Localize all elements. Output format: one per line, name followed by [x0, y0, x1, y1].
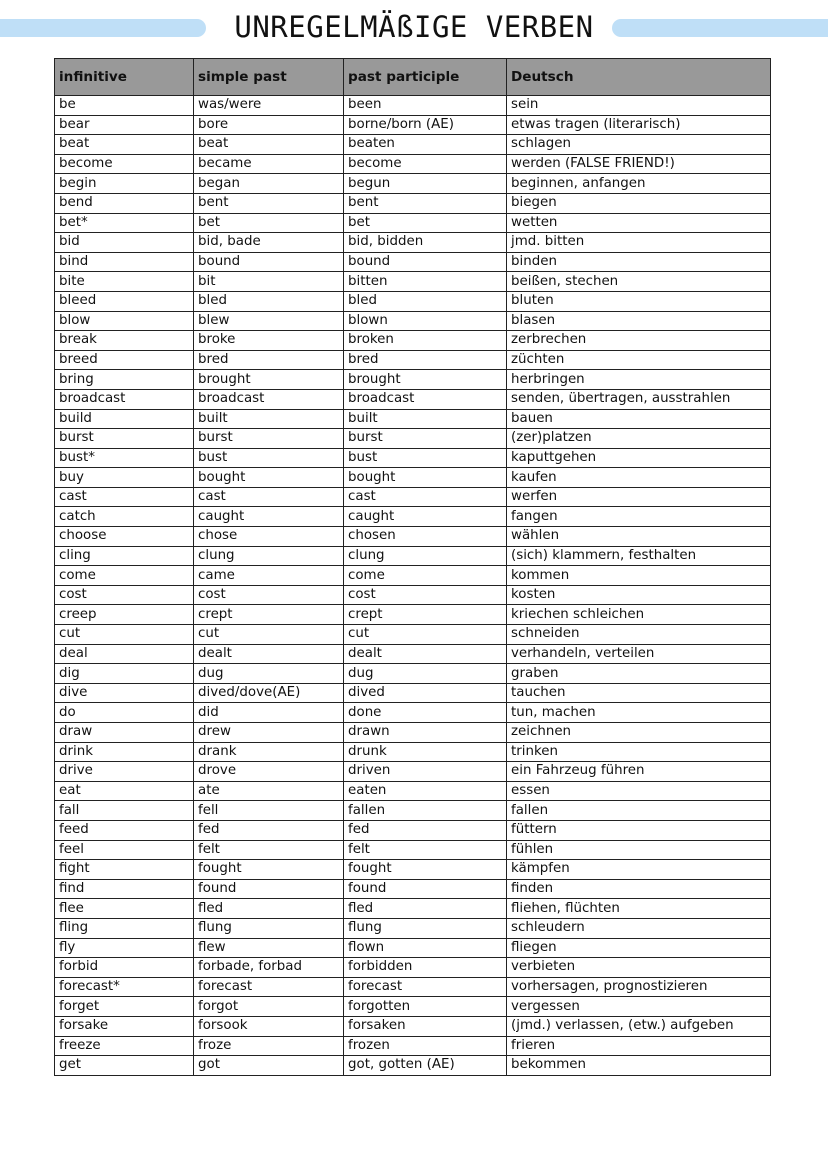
table-row — [55, 801, 771, 821]
cell-deutsch: zeichnen — [507, 723, 771, 743]
cell-past-participle: become — [344, 154, 507, 174]
cell-simple-past: did — [194, 703, 344, 723]
cell-simple-past: chose — [194, 527, 344, 547]
table-row — [55, 723, 771, 743]
cell-simple-past: bore — [194, 115, 344, 135]
cell-deutsch: essen — [507, 781, 771, 801]
cell-simple-past: drew — [194, 723, 344, 743]
cell-simple-past: dealt — [194, 644, 344, 664]
cell-infinitive: blow — [55, 311, 194, 331]
table-row — [55, 997, 771, 1017]
cell-past-participle: frozen — [344, 1036, 507, 1056]
cell-infinitive: catch — [55, 507, 194, 527]
cell-infinitive: dig — [55, 664, 194, 684]
cell-past-participle: done — [344, 703, 507, 723]
cell-simple-past: caught — [194, 507, 344, 527]
cell-simple-past: bust — [194, 448, 344, 468]
cell-deutsch: (zer)platzen — [507, 429, 771, 449]
table-row — [55, 781, 771, 801]
cell-past-participle: flown — [344, 938, 507, 958]
cell-infinitive: bring — [55, 370, 194, 390]
cell-infinitive: burst — [55, 429, 194, 449]
cell-past-participle: fought — [344, 860, 507, 880]
table-row — [55, 370, 771, 390]
cell-deutsch: trinken — [507, 742, 771, 762]
cell-infinitive: fly — [55, 938, 194, 958]
cell-infinitive: begin — [55, 174, 194, 194]
cell-simple-past: fed — [194, 820, 344, 840]
cell-deutsch: vergessen — [507, 997, 771, 1017]
cell-deutsch: werden (FALSE FRIEND!) — [507, 154, 771, 174]
cell-simple-past: flew — [194, 938, 344, 958]
cell-simple-past: bent — [194, 193, 344, 213]
cell-deutsch: sein — [507, 96, 771, 116]
cell-past-participle: drawn — [344, 723, 507, 743]
cell-past-participle: cut — [344, 625, 507, 645]
cell-simple-past: froze — [194, 1036, 344, 1056]
cell-deutsch: bluten — [507, 291, 771, 311]
cell-infinitive: drive — [55, 762, 194, 782]
cell-deutsch: bekommen — [507, 1056, 771, 1076]
cell-deutsch: füttern — [507, 820, 771, 840]
table-row — [55, 272, 771, 292]
cell-past-participle: bred — [344, 350, 507, 370]
cell-simple-past: dived/dove(AE) — [194, 683, 344, 703]
cell-simple-past: bled — [194, 291, 344, 311]
cell-deutsch: jmd. bitten — [507, 233, 771, 253]
cell-past-participle: dived — [344, 683, 507, 703]
table-row — [55, 860, 771, 880]
cell-infinitive: bust* — [55, 448, 194, 468]
cell-deutsch: tun, machen — [507, 703, 771, 723]
table-row — [55, 487, 771, 507]
table-row — [55, 958, 771, 978]
cell-past-participle: borne/born (AE) — [344, 115, 507, 135]
cell-past-participle: dug — [344, 664, 507, 684]
table-row — [55, 977, 771, 997]
cell-simple-past: drank — [194, 742, 344, 762]
table-row — [55, 840, 771, 860]
cell-past-participle: built — [344, 409, 507, 429]
table-row — [55, 566, 771, 586]
cell-simple-past: was/were — [194, 96, 344, 116]
cell-past-participle: bet — [344, 213, 507, 233]
table-row — [55, 429, 771, 449]
cell-past-participle: bent — [344, 193, 507, 213]
cell-deutsch: verhandeln, verteilen — [507, 644, 771, 664]
cell-past-participle: caught — [344, 507, 507, 527]
cell-infinitive: dive — [55, 683, 194, 703]
table-row — [55, 350, 771, 370]
table-row — [55, 664, 771, 684]
cell-infinitive: drink — [55, 742, 194, 762]
table-row — [55, 644, 771, 664]
cell-past-participle: cast — [344, 487, 507, 507]
table-row — [55, 311, 771, 331]
cell-simple-past: forsook — [194, 1016, 344, 1036]
cell-simple-past: bound — [194, 252, 344, 272]
cell-simple-past: bit — [194, 272, 344, 292]
header-deutsch: Deutsch — [507, 59, 771, 96]
cell-deutsch: beißen, stechen — [507, 272, 771, 292]
cell-past-participle: eaten — [344, 781, 507, 801]
cell-simple-past: forbade, forbad — [194, 958, 344, 978]
header-infinitive: infinitive — [55, 59, 194, 96]
table-row — [55, 605, 771, 625]
cell-infinitive: bear — [55, 115, 194, 135]
table-row — [55, 1016, 771, 1036]
cell-past-participle: flung — [344, 918, 507, 938]
cell-past-participle: blown — [344, 311, 507, 331]
cell-simple-past: cost — [194, 585, 344, 605]
cell-infinitive: cost — [55, 585, 194, 605]
table-row — [55, 585, 771, 605]
cell-past-participle: bid, bidden — [344, 233, 507, 253]
cell-past-participle: forgotten — [344, 997, 507, 1017]
cell-infinitive: cut — [55, 625, 194, 645]
cell-infinitive: get — [55, 1056, 194, 1076]
cell-deutsch: kämpfen — [507, 860, 771, 880]
table-row — [55, 252, 771, 272]
cell-infinitive: come — [55, 566, 194, 586]
table-row — [55, 1056, 771, 1076]
table-row — [55, 96, 771, 116]
cell-deutsch: kaputtgehen — [507, 448, 771, 468]
cell-deutsch: frieren — [507, 1036, 771, 1056]
cell-simple-past: fought — [194, 860, 344, 880]
cell-deutsch: senden, übertragen, ausstrahlen — [507, 389, 771, 409]
cell-deutsch: fallen — [507, 801, 771, 821]
cell-past-participle: fallen — [344, 801, 507, 821]
table-header-row — [55, 59, 771, 96]
cell-simple-past: became — [194, 154, 344, 174]
cell-infinitive: beat — [55, 135, 194, 155]
cell-infinitive: flee — [55, 899, 194, 919]
cell-simple-past: broke — [194, 331, 344, 351]
cell-past-participle: brought — [344, 370, 507, 390]
cell-simple-past: found — [194, 879, 344, 899]
cell-infinitive: be — [55, 96, 194, 116]
table-row — [55, 331, 771, 351]
cell-simple-past: cut — [194, 625, 344, 645]
table-row — [55, 154, 771, 174]
cell-simple-past: came — [194, 566, 344, 586]
cell-past-participle: clung — [344, 546, 507, 566]
cell-infinitive: deal — [55, 644, 194, 664]
cell-simple-past: crept — [194, 605, 344, 625]
cell-infinitive: bet* — [55, 213, 194, 233]
cell-past-participle: forsaken — [344, 1016, 507, 1036]
cell-infinitive: choose — [55, 527, 194, 547]
table-row — [55, 115, 771, 135]
cell-deutsch: biegen — [507, 193, 771, 213]
cell-past-participle: broadcast — [344, 389, 507, 409]
cell-past-participle: bled — [344, 291, 507, 311]
page-title: UNREGELMÄßIGE VERBEN — [234, 10, 594, 44]
cell-deutsch: fliegen — [507, 938, 771, 958]
cell-infinitive: become — [55, 154, 194, 174]
cell-simple-past: dug — [194, 664, 344, 684]
cell-infinitive: eat — [55, 781, 194, 801]
cell-infinitive: break — [55, 331, 194, 351]
table-row — [55, 507, 771, 527]
cell-infinitive: feed — [55, 820, 194, 840]
cell-deutsch: binden — [507, 252, 771, 272]
table-row — [55, 448, 771, 468]
cell-infinitive: forecast* — [55, 977, 194, 997]
cell-simple-past: forecast — [194, 977, 344, 997]
table-row — [55, 233, 771, 253]
cell-infinitive: forbid — [55, 958, 194, 978]
header-simple-past: simple past — [194, 59, 344, 96]
cell-deutsch: tauchen — [507, 683, 771, 703]
cell-simple-past: flung — [194, 918, 344, 938]
cell-infinitive: creep — [55, 605, 194, 625]
cell-deutsch: vorhersagen, prognostizieren — [507, 977, 771, 997]
cell-simple-past: cast — [194, 487, 344, 507]
cell-deutsch: ein Fahrzeug führen — [507, 762, 771, 782]
cell-deutsch: kommen — [507, 566, 771, 586]
cell-deutsch: blasen — [507, 311, 771, 331]
cell-deutsch: wetten — [507, 213, 771, 233]
cell-simple-past: bred — [194, 350, 344, 370]
cell-deutsch: fühlen — [507, 840, 771, 860]
cell-past-participle: bound — [344, 252, 507, 272]
cell-infinitive: cling — [55, 546, 194, 566]
cell-simple-past: began — [194, 174, 344, 194]
cell-infinitive: broadcast — [55, 389, 194, 409]
cell-deutsch: kriechen schleichen — [507, 605, 771, 625]
table-row — [55, 918, 771, 938]
cell-infinitive: forsake — [55, 1016, 194, 1036]
cell-past-participle: forbidden — [344, 958, 507, 978]
cell-deutsch: graben — [507, 664, 771, 684]
cell-simple-past: bid, bade — [194, 233, 344, 253]
cell-simple-past: bought — [194, 468, 344, 488]
cell-past-participle: drunk — [344, 742, 507, 762]
cell-past-participle: fed — [344, 820, 507, 840]
cell-deutsch: etwas tragen (literarisch) — [507, 115, 771, 135]
table-row — [55, 938, 771, 958]
cell-past-participle: crept — [344, 605, 507, 625]
table-row — [55, 409, 771, 429]
cell-infinitive: do — [55, 703, 194, 723]
cell-infinitive: buy — [55, 468, 194, 488]
cell-past-participle: got, gotten (AE) — [344, 1056, 507, 1076]
cell-simple-past: bet — [194, 213, 344, 233]
cell-simple-past: broadcast — [194, 389, 344, 409]
cell-infinitive: forget — [55, 997, 194, 1017]
cell-infinitive: bite — [55, 272, 194, 292]
cell-infinitive: fall — [55, 801, 194, 821]
cell-past-participle: chosen — [344, 527, 507, 547]
cell-simple-past: beat — [194, 135, 344, 155]
cell-past-participle: driven — [344, 762, 507, 782]
cell-infinitive: feel — [55, 840, 194, 860]
cell-past-participle: dealt — [344, 644, 507, 664]
table-row — [55, 879, 771, 899]
header-past-participle: past participle — [344, 59, 507, 96]
cell-infinitive: bleed — [55, 291, 194, 311]
cell-deutsch: herbringen — [507, 370, 771, 390]
table-row — [55, 468, 771, 488]
verb-table — [54, 58, 771, 1076]
cell-infinitive: bid — [55, 233, 194, 253]
table-row — [55, 703, 771, 723]
cell-deutsch: verbieten — [507, 958, 771, 978]
cell-past-participle: broken — [344, 331, 507, 351]
cell-deutsch: fliehen, flüchten — [507, 899, 771, 919]
cell-past-participle: bust — [344, 448, 507, 468]
cell-infinitive: bend — [55, 193, 194, 213]
cell-simple-past: burst — [194, 429, 344, 449]
cell-past-participle: forecast — [344, 977, 507, 997]
cell-infinitive: find — [55, 879, 194, 899]
cell-infinitive: bind — [55, 252, 194, 272]
cell-simple-past: got — [194, 1056, 344, 1076]
cell-deutsch: kosten — [507, 585, 771, 605]
cell-deutsch: (jmd.) verlassen, (etw.) aufgeben — [507, 1016, 771, 1036]
table-row — [55, 135, 771, 155]
table-row — [55, 625, 771, 645]
cell-past-participle: been — [344, 96, 507, 116]
table-row — [55, 762, 771, 782]
cell-deutsch: (sich) klammern, festhalten — [507, 546, 771, 566]
cell-simple-past: forgot — [194, 997, 344, 1017]
cell-infinitive: build — [55, 409, 194, 429]
table-row — [55, 193, 771, 213]
cell-deutsch: bauen — [507, 409, 771, 429]
table-row — [55, 820, 771, 840]
cell-infinitive: freeze — [55, 1036, 194, 1056]
cell-simple-past: blew — [194, 311, 344, 331]
cell-past-participle: fled — [344, 899, 507, 919]
table-row — [55, 213, 771, 233]
cell-deutsch: fangen — [507, 507, 771, 527]
cell-past-participle: bought — [344, 468, 507, 488]
cell-simple-past: fled — [194, 899, 344, 919]
cell-past-participle: begun — [344, 174, 507, 194]
cell-infinitive: breed — [55, 350, 194, 370]
cell-past-participle: burst — [344, 429, 507, 449]
cell-simple-past: drove — [194, 762, 344, 782]
cell-simple-past: felt — [194, 840, 344, 860]
cell-past-participle: felt — [344, 840, 507, 860]
cell-deutsch: wählen — [507, 527, 771, 547]
cell-deutsch: kaufen — [507, 468, 771, 488]
table-row — [55, 899, 771, 919]
cell-simple-past: built — [194, 409, 344, 429]
table-row — [55, 174, 771, 194]
cell-simple-past: fell — [194, 801, 344, 821]
cell-deutsch: schneiden — [507, 625, 771, 645]
cell-deutsch: werfen — [507, 487, 771, 507]
table-row — [55, 527, 771, 547]
cell-simple-past: clung — [194, 546, 344, 566]
cell-deutsch: beginnen, anfangen — [507, 174, 771, 194]
cell-infinitive: fight — [55, 860, 194, 880]
cell-deutsch: züchten — [507, 350, 771, 370]
table-row — [55, 389, 771, 409]
table-row — [55, 546, 771, 566]
table-row — [55, 291, 771, 311]
cell-simple-past: brought — [194, 370, 344, 390]
cell-past-participle: found — [344, 879, 507, 899]
table-row — [55, 1036, 771, 1056]
cell-past-participle: bitten — [344, 272, 507, 292]
table-row — [55, 683, 771, 703]
cell-deutsch: schlagen — [507, 135, 771, 155]
cell-infinitive: cast — [55, 487, 194, 507]
cell-infinitive: draw — [55, 723, 194, 743]
cell-past-participle: come — [344, 566, 507, 586]
cell-simple-past: ate — [194, 781, 344, 801]
cell-past-participle: beaten — [344, 135, 507, 155]
cell-deutsch: finden — [507, 879, 771, 899]
cell-deutsch: zerbrechen — [507, 331, 771, 351]
table-row — [55, 742, 771, 762]
cell-deutsch: schleudern — [507, 918, 771, 938]
cell-infinitive: fling — [55, 918, 194, 938]
cell-past-participle: cost — [344, 585, 507, 605]
